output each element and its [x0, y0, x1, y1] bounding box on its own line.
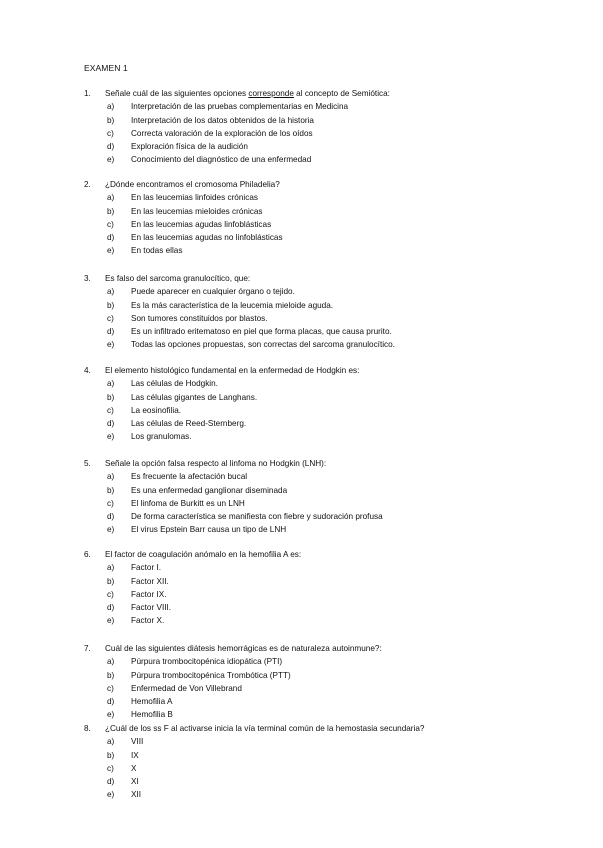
option-a[interactable]: a) Púrpura trombocitopénica idiopática (PTI)	[107, 657, 283, 667]
option-a[interactable]: a) Factor I.	[107, 563, 162, 573]
option-e[interactable]: e) El virus Epstein Barr causa un tipo de LNH	[107, 525, 287, 535]
question-number: 2.	[84, 180, 91, 189]
option-a[interactable]: a) Puede aparecer en cualquier órgano o tejido.	[107, 287, 295, 297]
option-c[interactable]: c) X	[107, 763, 137, 773]
question-text: ¿Cuál de los ss F al activarse inicia la vía terminal común de la hemostasia secundaria?	[105, 724, 425, 733]
option-c[interactable]: c) Factor IX.	[107, 589, 167, 599]
option-e[interactable]: e) Todas las opciones propuestas, son correctas del sarcoma granulocítico.	[107, 340, 395, 350]
option-d[interactable]: d) De forma característica se manifiesta con fiebre y sudoración profusa	[107, 512, 383, 522]
option-a[interactable]: a) VIII	[107, 737, 144, 747]
question-number: 6.	[84, 550, 91, 559]
option-a[interactable]: a) Las células de Hodgkin.	[107, 379, 218, 389]
option-d[interactable]: d) XI	[107, 777, 139, 787]
question-text: Señale la opción falsa respecto al linfoma no Hodgkin (LNH):	[105, 459, 327, 468]
option-c[interactable]: c) La eosinofilia.	[107, 405, 182, 415]
question-text: Señale cuál de las siguientes opciones corresponde al concepto de Semiótica:	[105, 89, 390, 98]
question-number: 4.	[84, 366, 91, 375]
option-b[interactable]: b) Es una enfermedad ganglionar diseminada	[107, 485, 288, 495]
option-c[interactable]: c) Enfermedad de Von Villebrand	[107, 683, 242, 693]
option-d[interactable]: d) Factor VIII.	[107, 603, 172, 613]
option-a[interactable]: a) Interpretación de las pruebas complementarias en Medicina	[107, 102, 349, 112]
option-d[interactable]: d) Las células de Reed-Sternberg.	[107, 419, 247, 429]
question-6	[0, 548, 603, 628]
option-a[interactable]: a) En las leucemias linfoides crónicas	[107, 193, 258, 203]
question-5	[0, 457, 603, 537]
option-c[interactable]: c) Correcta valoración de la exploración de los oídos	[107, 128, 313, 138]
question-text: El factor de coagulación anómalo en la hemofilia A es:	[105, 550, 302, 559]
option-d[interactable]: d) En las leucemias agudas no linfoblásticas	[107, 233, 283, 243]
option-d[interactable]: d) Exploración física de la audición	[107, 142, 248, 152]
question-8	[0, 722, 603, 802]
question-number: 5.	[84, 459, 91, 468]
option-d[interactable]: d) Hemofilia A	[107, 697, 173, 707]
question-text: Cuál de las siguientes diátesis hemorrágicas es de naturaleza autoinmune?:	[105, 644, 382, 653]
question-text: El elemento histológico fundamental en la enfermedad de Hodgkin es:	[105, 366, 360, 375]
question-number: 3.	[84, 274, 91, 283]
question-2	[0, 178, 603, 258]
question-1	[0, 87, 603, 167]
question-number: 1.	[84, 89, 91, 98]
question-3	[0, 272, 603, 352]
option-b[interactable]: b) IX	[107, 750, 139, 760]
option-b[interactable]: b) Las células gigantes de Langhans.	[107, 392, 258, 402]
option-b[interactable]: b) Es la más característica de la leucemia mieloide aguda.	[107, 300, 334, 310]
option-b[interactable]: b) Púrpura trombocitopénica Trombótica (PTT)	[107, 670, 291, 680]
option-e[interactable]: e) En todas ellas	[107, 246, 183, 256]
option-e[interactable]: e) Hemofilia B	[107, 710, 173, 720]
option-b[interactable]: b) En las leucemias mieloides crónicas	[107, 206, 263, 216]
question-number: 7.	[84, 644, 91, 653]
option-d[interactable]: d) Es un infiltrado eritematoso en piel que forma placas, que causa prurito.	[107, 327, 392, 337]
option-a[interactable]: a) Es frecuente la afectación bucal	[107, 472, 248, 482]
question-text: ¿Dónde encontramos el cromosoma Philadelia?	[105, 180, 280, 189]
underlined-word: corresponde	[248, 89, 294, 98]
option-b[interactable]: b) Factor XII.	[107, 576, 169, 586]
question-number: 8.	[84, 724, 91, 733]
option-c[interactable]: c) Son tumores constituidos por blastos.	[107, 313, 268, 323]
question-7	[0, 642, 603, 722]
option-e[interactable]: e) Los granulomas.	[107, 432, 192, 442]
question-4	[0, 364, 603, 444]
option-c[interactable]: c) En las leucemias agudas linfoblásticas	[107, 219, 272, 229]
option-e[interactable]: e) XII	[107, 790, 142, 800]
option-b[interactable]: b) Interpretación de los datos obtenidos de la historia	[107, 115, 314, 125]
question-text: Es falso del sarcoma granulocítico, que:	[105, 274, 251, 283]
page-title: EXAMEN 1	[84, 63, 128, 73]
option-e[interactable]: e) Factor X.	[107, 616, 165, 626]
option-e[interactable]: e) Conocimiento del diagnóstico de una enfermedad	[107, 155, 312, 165]
option-c[interactable]: c) El linfoma de Burkitt es un LNH	[107, 498, 245, 508]
